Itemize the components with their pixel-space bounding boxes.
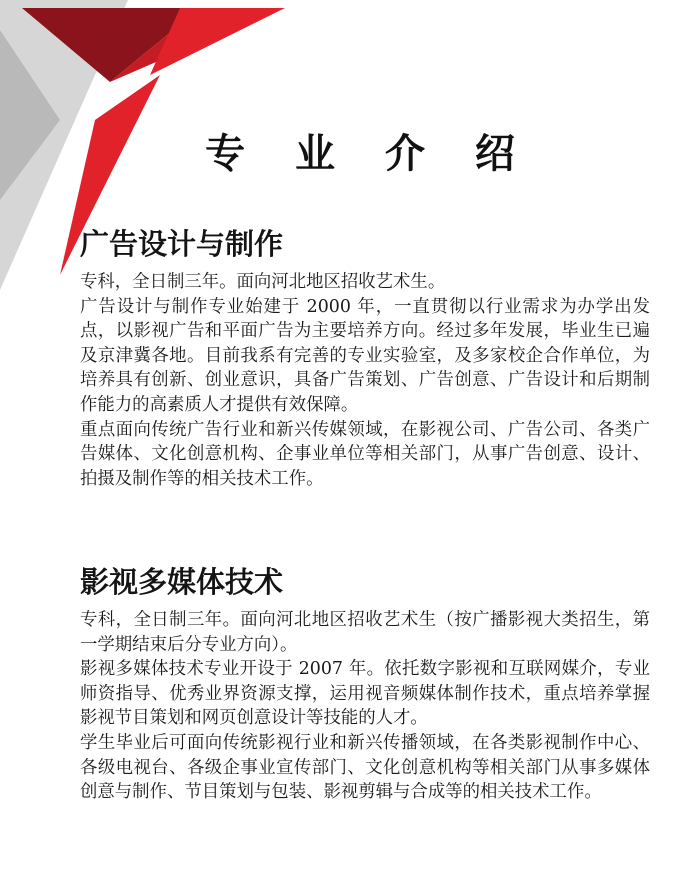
- section-paragraph: 学生毕业后可面向传统影视行业和新兴传播领域，在各类影视制作中心、各级电视台、各级企事业宣传部门、文化创意机构等相关部门从事多媒体创意与制作、节目策划与包装、影视剪辑与合成等的相关技术工作。: [80, 732, 650, 803]
- section-heading: 影视多媒体技术: [80, 565, 284, 599]
- section-paragraph: 影视多媒体技术专业开设于 2007 年。依托数字影视和互联网媒介，专业师资指导、优秀业界资源支撑，运用视音频媒体制作技术，重点培养掌握影视节目策划和网页创意设计等技能的人才。: [80, 659, 650, 729]
- section-paragraph: 重点面向传统广告行业和新兴传媒领域，在影视公司、广告公司、各类广告媒体、文化创意机构、企事业单位等相关部门，从事广告创意、设计、拍摄及制作等的相关技术工作。: [80, 419, 650, 489]
- section-paragraph: 专科，全日制三年。面向河北地区招收艺术生（按广播影视大类招生，第一学期结束后分专业方向）。: [80, 610, 650, 655]
- section-heading: 广告设计与制作: [80, 227, 284, 261]
- section-paragraph: 专科，全日制三年。面向河北地区招收艺术生。: [80, 272, 446, 292]
- section-advertising-design: [80, 224, 650, 491]
- page-title: 专 业 介 绍: [205, 131, 533, 177]
- section-paragraph: 广告设计与制作专业始建于 2000 年，一直贯彻以行业需求为办学出发点，以影视广告和平面广告为主要培养方向。经过多年发展，毕业生已遍及京津冀各地。目前我系有完善的专业实验室，及多家校企合作单位，为培养具有创新、创业意识，具备广告策划、广告创意、广告设计和后期制作能力的高素质人才提供有效保障。: [80, 296, 650, 415]
- section-film-multimedia: [80, 562, 650, 805]
